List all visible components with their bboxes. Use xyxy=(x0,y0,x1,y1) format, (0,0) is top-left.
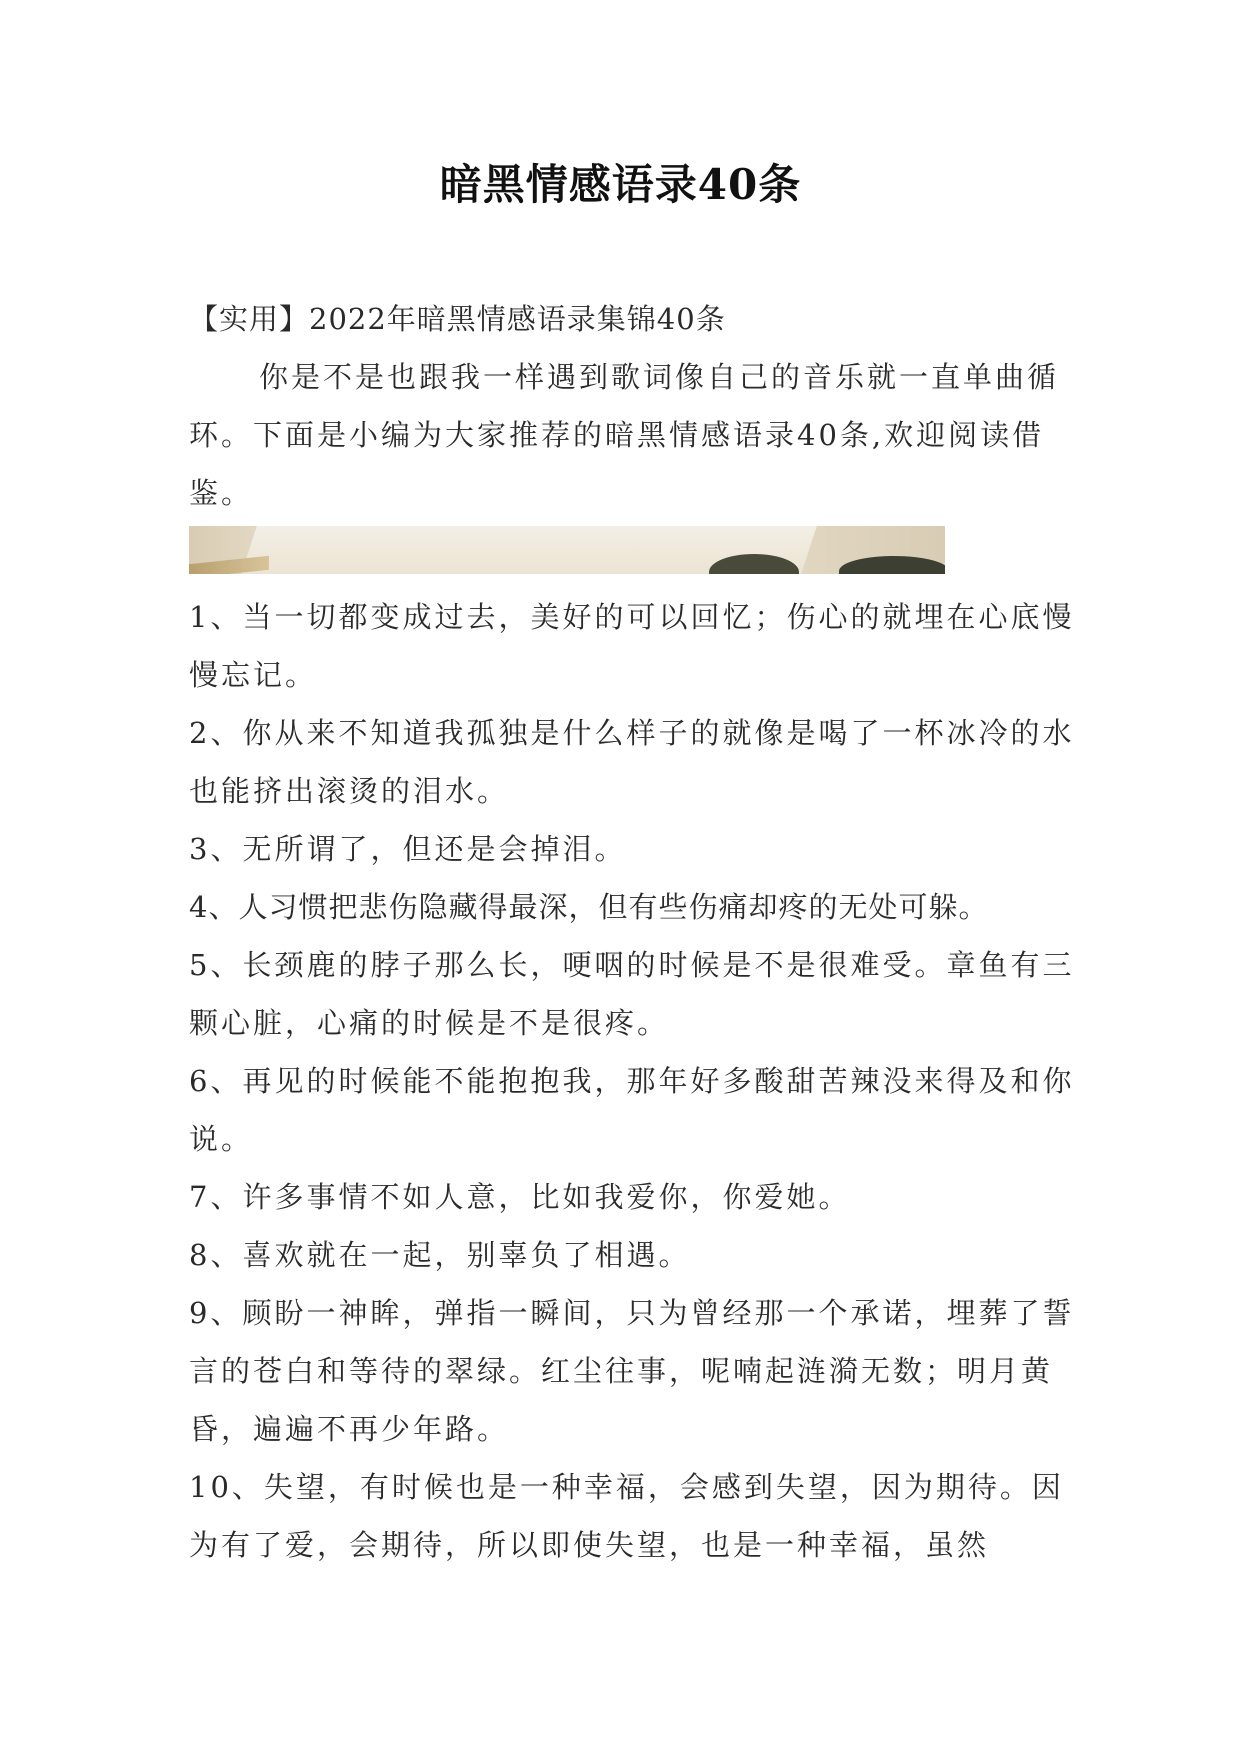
list-item: 4、人习惯把悲伤隐藏得最深，但有些伤痛却疼的无处可躲。 xyxy=(189,890,989,924)
list-item: 2、你从来不知道我孤独是什么样子的就像是喝了一杯冰冷的水也能挤出滚烫的泪水。 xyxy=(189,716,1075,808)
list-item: 8、喜欢就在一起，别辜负了相遇。 xyxy=(189,1238,691,1272)
list-item: 1、当一切都变成过去，美好的可以回忆；伤心的就埋在心底慢慢忘记。 xyxy=(189,600,1075,692)
banner-image xyxy=(189,526,945,574)
list-item: 3、无所谓了，但还是会掉泪。 xyxy=(189,832,627,866)
banner-leaf-right xyxy=(839,556,945,574)
page-title: 暗黑情感语录40条 xyxy=(439,160,802,209)
list-item: 5、长颈鹿的脖子那么长，哽咽的时候是不是很难受。章鱼有三颗心脏，心痛的时候是不是很疼。 xyxy=(189,948,1075,1040)
list-item: 9、顾盼一神眸，弹指一瞬间，只为曾经那一个承诺，埋葬了誓言的苍白和等待的翠绿。红尘往事，呢喃起涟漪无数；明月黄昏，遍遍不再少年路。 xyxy=(189,1296,1075,1446)
list-item: 10、失望，有时候也是一种幸福，会感到失望，因为期待。因为有了爱，会期待，所以即使失望，也是一种幸福，虽然 xyxy=(189,1470,1064,1562)
document-body xyxy=(189,290,1079,1574)
list-item: 7、许多事情不如人意，比如我爱你，你爱她。 xyxy=(189,1180,851,1214)
list-item: 6、再见的时候能不能抱抱我，那年好多酸甜苦辣没来得及和你说。 xyxy=(189,1064,1075,1156)
subtitle: 【实用】2022年暗黑情感语录集锦40条 xyxy=(189,302,726,336)
intro-paragraph: 你是不是也跟我一样遇到歌词像自己的音乐就一直单曲循环。下面是小编为大家推荐的暗黑情感语录40条,欢迎阅读借鉴。 xyxy=(189,360,1060,510)
